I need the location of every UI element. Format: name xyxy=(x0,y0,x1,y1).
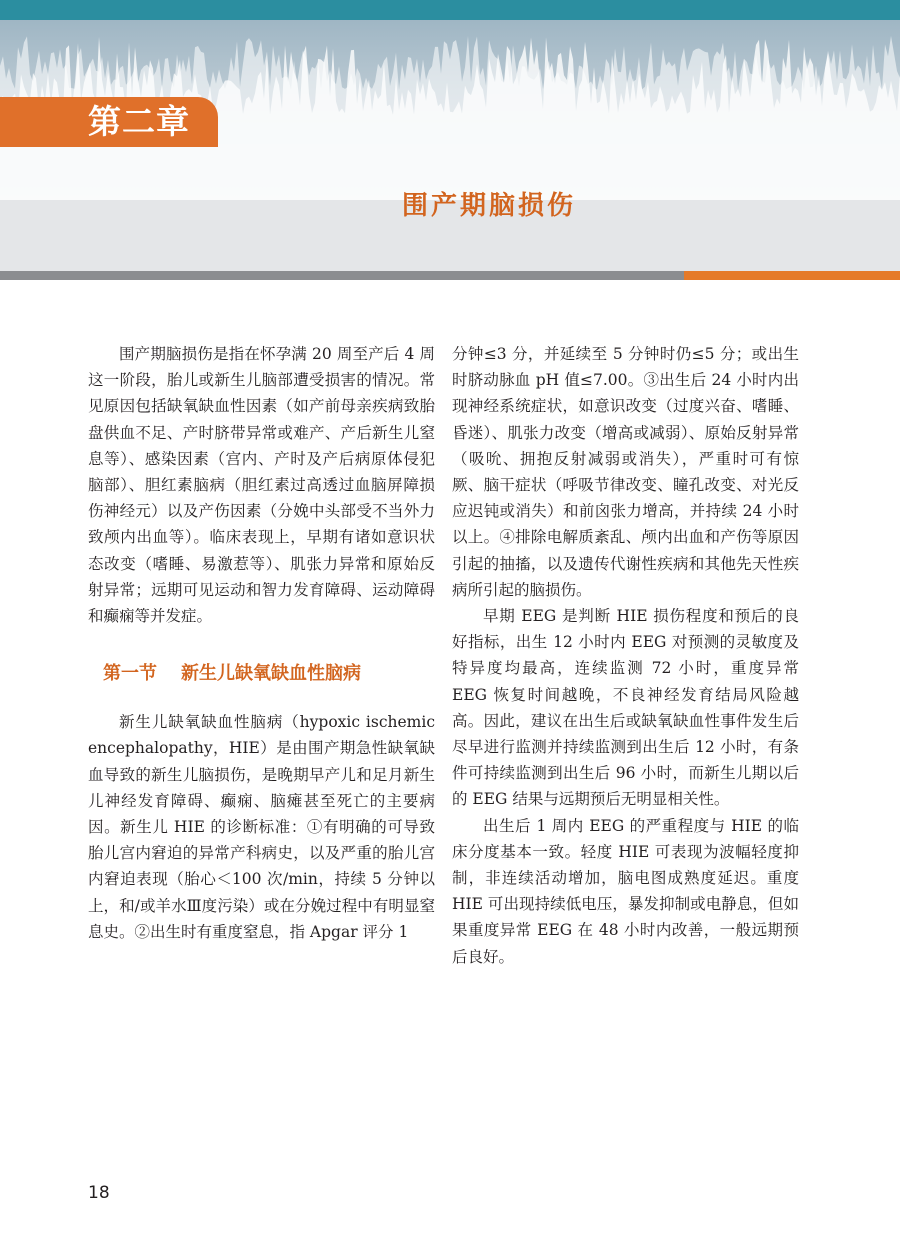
page-number: 18 xyxy=(88,1183,110,1203)
diagnosis-continued-paragraph: 分钟≤3 分，并延续至 5 分钟时仍≤5 分；或出生时脐动脉血 pH 值≤7.00。③出生后 24 小时内出现神经系统症状，如意识改变（过度兴奋、嗜睡、昏迷）、肌张力改变（增高或减弱）、原始反射异常（吸吮、拥抱反射减弱或消失），严重时可有惊厥、脑干症状（呼吸节律改变、瞳孔改变、对光反应迟钝或消失）和前囟张力增高，并持续 24 小时以上。④排除电解质紊乱、颅内出血和产伤等原因引起的抽搐，以及遗传代谢性疾病和其他先天性疾病所引起的脑损伤。 xyxy=(452,345,799,599)
early-eeg-paragraph: 早期 EEG 是判断 HIE 损伤程度和预后的良好指标，出生 12 小时内 EEG 对预测的灵敏度及特异度均最高，连续监测 72 小时，重度异常 EEG 恢复时间越晚，不良神经发育结局风险越高。因此，建议在出生后或缺氧缺血性事件发生后尽早进行监测并持续监测到出生后 12 小时，有条件可持续监测到出生后 96 小时，而新生儿期以后的 EEG 结果与远期预后无明显相关性。 xyxy=(452,607,799,809)
section-heading xyxy=(88,661,435,687)
chapter-header xyxy=(0,0,900,280)
left-column xyxy=(88,341,435,945)
intro-paragraph: 围产期脑损伤是指在怀孕满 20 周至产后 4 周这一阶段，胎儿或新生儿脑部遭受损害的情况。常见原因包括缺氧缺血性因素（如产前母亲疾病致胎盘供血不足、产时脐带异常或难产、产后新生儿窒息等）、感染因素（宫内、产时及产后病原体侵犯脑部）、胆红素脑病（胆红素过高透过血脑屏障损伤神经元）以及产伤因素（分娩中头部受不当外力致颅内出血等）。临床表现上，早期有诸如意识状态改变（嗜睡、易激惹等）、肌张力异常和原始反射异常；远期可见运动和智力发育障碍、运动障碍和癫痫等并发症。 xyxy=(88,345,435,626)
hie-definition-paragraph: 新生儿缺氧缺血性脑病（hypoxic ischemic encephalopathy，HIE）是由围产期急性缺氧缺血导致的新生儿脑损伤，是晚期早产儿和足月新生儿神经发育障碍、癫痫、脑瘫甚至死亡的主要病因。新生儿 HIE 的诊断标准：①有明确的可导致胎儿宫内窘迫的异常产科病史，以及严重的胎儿宫内窘迫表现（胎心＜100 次/min，持续 5 分钟以上，和/或羊水Ⅲ度污染）或在分娩过程中有明显窒息史。②出生时有重度窒息，指 Apgar 评分 1 xyxy=(88,713,435,941)
section-number: 第一节 xyxy=(103,663,157,685)
chapter-title: 围产期脑损伤 xyxy=(401,191,576,221)
eeg-severity-paragraph: 出生后 1 周内 EEG 的严重程度与 HIE 的临床分度基本一致。轻度 HIE 可表现为波幅轻度抑制，非连续活动增加，脑电图成熟度延迟。重度 HIE 可出现持续低电压，暴发抑制或电静息，但如果重度异常 EEG 在 48 小时内改善，一般远期预后良好。 xyxy=(452,816,799,966)
header-top-strip xyxy=(0,0,900,20)
chapter-label: 第二章 xyxy=(88,102,190,141)
section-title: 新生儿缺氧缺血性脑病 xyxy=(181,663,361,685)
header-bar-gray xyxy=(0,271,684,280)
header-bar-orange xyxy=(684,271,900,280)
right-column xyxy=(452,341,799,970)
